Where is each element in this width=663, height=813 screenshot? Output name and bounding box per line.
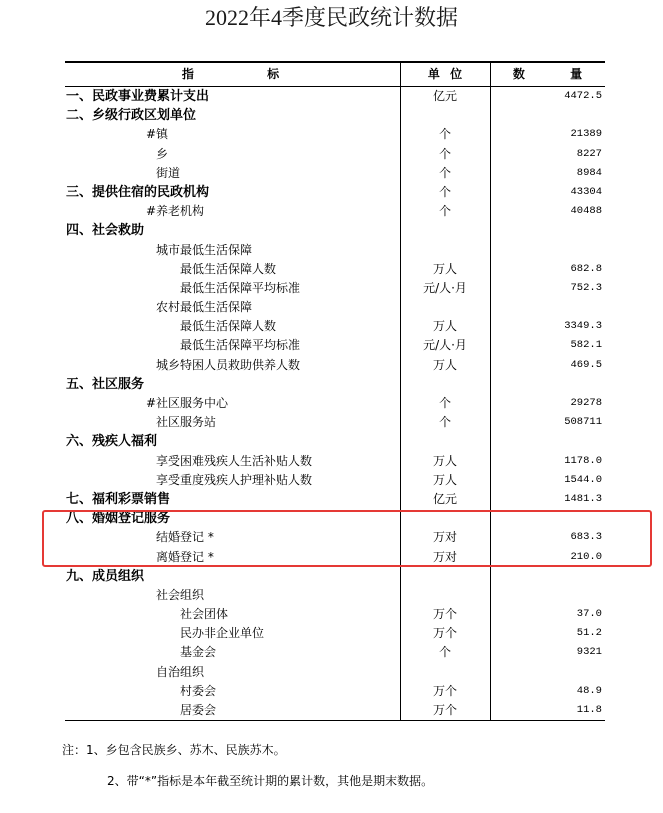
table-row bbox=[65, 586, 605, 605]
unit-cell: 万个 bbox=[432, 607, 457, 622]
section-row bbox=[65, 221, 605, 240]
indicator-label: 民办非企业单位 bbox=[180, 626, 265, 641]
table-row bbox=[65, 528, 605, 547]
unit-cell: 个 bbox=[438, 146, 451, 161]
value-cell: 752.3 bbox=[570, 281, 602, 294]
value-cell: 1544.0 bbox=[564, 473, 602, 486]
unit-cell: 万个 bbox=[432, 626, 457, 641]
value-cell: 4472.5 bbox=[564, 90, 602, 102]
value-cell: 8984 bbox=[576, 166, 602, 179]
indicator-label: 城市最低生活保障 bbox=[156, 242, 253, 257]
indicator-label: 最低生活保障人数 bbox=[180, 319, 277, 334]
section-label: 四、社会救助 bbox=[66, 223, 145, 239]
unit-cell: 亿元 bbox=[432, 491, 457, 506]
indicator-label: 自治组织 bbox=[156, 664, 205, 679]
indicator-label: 社会团体 bbox=[180, 607, 229, 622]
unit-cell: 个 bbox=[438, 415, 451, 430]
table-row bbox=[65, 164, 605, 183]
unit-cell: 万人 bbox=[432, 472, 457, 487]
indicator-label: 乡 bbox=[156, 146, 169, 161]
value-cell: 1178.0 bbox=[564, 454, 602, 467]
unit-cell: 个 bbox=[438, 204, 451, 219]
unit-cell: 万对 bbox=[432, 530, 457, 545]
unit-cell: 个 bbox=[438, 127, 451, 142]
unit-cell: 万人 bbox=[432, 357, 457, 372]
table-row bbox=[65, 663, 605, 682]
indicator-label: 城乡特困人员救助供养人数 bbox=[156, 357, 301, 372]
section-label: 三、提供住宿的民政机构 bbox=[66, 184, 210, 200]
table-row bbox=[65, 643, 605, 662]
indicator-label: 村委会 bbox=[180, 683, 217, 698]
table-row bbox=[65, 279, 605, 298]
table-row bbox=[65, 394, 605, 413]
unit-cell: 万人 bbox=[432, 319, 457, 334]
column-header-indicator: 指 标 bbox=[181, 67, 280, 81]
column-divider bbox=[490, 63, 491, 720]
page-title: 2022年4季度民政统计数据 bbox=[204, 5, 458, 30]
indicator-label: 社会组织 bbox=[156, 587, 205, 602]
table-row bbox=[65, 241, 605, 260]
section-label: 五、社区服务 bbox=[66, 376, 145, 392]
section-row bbox=[65, 375, 605, 394]
stats-table bbox=[65, 61, 605, 721]
section-label: 八、婚姻登记服务 bbox=[66, 511, 171, 527]
indicator-label: 最低生活保障平均标准 bbox=[180, 280, 301, 295]
value-cell: 37.0 bbox=[576, 608, 602, 621]
value-cell: 48.9 bbox=[576, 684, 602, 697]
table-body bbox=[65, 87, 605, 720]
table-row bbox=[65, 317, 605, 336]
value-cell: 683.3 bbox=[570, 531, 602, 544]
unit-cell: 元/人·月 bbox=[423, 338, 467, 353]
value-cell: 43304 bbox=[570, 185, 602, 198]
value-cell: 11.8 bbox=[576, 704, 602, 716]
section-label: 一、民政事业费累计支出 bbox=[66, 89, 210, 104]
section-label: 二、乡级行政区划单位 bbox=[66, 108, 197, 124]
indicator-label: 社区服务站 bbox=[156, 415, 217, 430]
footnote: 2、带“*”指标是本年截至统计期的累计数，其他是期末数据。 bbox=[107, 774, 434, 788]
table-row bbox=[65, 452, 605, 471]
column-divider bbox=[400, 63, 401, 720]
indicator-label: 享受重度残疾人护理补贴人数 bbox=[156, 472, 313, 487]
table-row bbox=[65, 356, 605, 375]
section-label: 六、残疾人福利 bbox=[66, 434, 158, 450]
value-cell: 40488 bbox=[570, 205, 602, 218]
value-cell: 9321 bbox=[576, 646, 602, 659]
indicator-label: 居委会 bbox=[180, 703, 217, 717]
unit-cell: 万人 bbox=[432, 453, 457, 468]
table-row bbox=[65, 624, 605, 643]
unit-cell: 个 bbox=[438, 396, 451, 410]
indicator-label: 最低生活保障人数 bbox=[180, 261, 277, 276]
value-cell: 682.8 bbox=[570, 262, 602, 275]
section-label: 七、福利彩票销售 bbox=[66, 491, 171, 507]
indicator-label: #养老机构 bbox=[146, 204, 205, 219]
table-header bbox=[65, 63, 605, 87]
section-label: 九、成员组织 bbox=[66, 568, 145, 584]
value-cell: 508711 bbox=[564, 416, 602, 429]
table-row bbox=[65, 336, 605, 355]
table-row bbox=[65, 413, 605, 432]
section-row bbox=[65, 509, 605, 528]
unit-cell: 元/人·月 bbox=[423, 280, 467, 295]
unit-cell: 亿元 bbox=[432, 89, 457, 103]
value-cell: 29278 bbox=[570, 397, 602, 409]
indicator-label: 街道 bbox=[156, 165, 181, 180]
indicator-label: 享受困难残疾人生活补贴人数 bbox=[156, 453, 313, 468]
value-cell: 1481.3 bbox=[564, 492, 602, 505]
table-row bbox=[65, 701, 605, 720]
indicator-label: 结婚登记 * bbox=[156, 530, 214, 545]
table-row bbox=[65, 202, 605, 221]
unit-cell: 个 bbox=[438, 645, 451, 660]
unit-cell: 万对 bbox=[432, 549, 457, 564]
unit-cell: 个 bbox=[438, 184, 451, 199]
table-row bbox=[65, 298, 605, 317]
indicator-label: 最低生活保障平均标准 bbox=[180, 338, 301, 353]
indicator-label: #社区服务中心 bbox=[146, 396, 229, 410]
section-row bbox=[65, 106, 605, 125]
section-row bbox=[65, 490, 605, 509]
table-row bbox=[65, 145, 605, 164]
indicator-label: 基金会 bbox=[180, 645, 217, 660]
value-cell: 8227 bbox=[576, 147, 602, 160]
section-row bbox=[65, 183, 605, 202]
table-row bbox=[65, 548, 605, 567]
table-row bbox=[65, 125, 605, 144]
indicator-label: #镇 bbox=[146, 127, 169, 142]
section-row bbox=[65, 432, 605, 451]
section-row bbox=[65, 567, 605, 586]
table-row bbox=[65, 682, 605, 701]
section-row bbox=[65, 87, 605, 106]
unit-cell: 万个 bbox=[432, 703, 457, 717]
table-row bbox=[65, 605, 605, 624]
indicator-label: 离婚登记 * bbox=[156, 549, 214, 564]
value-cell: 210.0 bbox=[570, 550, 602, 563]
unit-cell: 个 bbox=[438, 165, 451, 180]
footnote: 注：1、乡包含民族乡、苏木、民族苏木。 bbox=[62, 743, 286, 757]
indicator-label: 农村最低生活保障 bbox=[156, 300, 253, 315]
column-header-unit: 单 位 bbox=[427, 67, 463, 81]
table-row bbox=[65, 471, 605, 490]
column-header-quantity: 数 量 bbox=[512, 67, 583, 81]
table-row bbox=[65, 260, 605, 279]
value-cell: 469.5 bbox=[570, 358, 602, 371]
unit-cell: 万个 bbox=[432, 683, 457, 698]
value-cell: 51.2 bbox=[576, 627, 602, 640]
value-cell: 3349.3 bbox=[564, 320, 602, 333]
value-cell: 21389 bbox=[570, 128, 602, 141]
unit-cell: 万人 bbox=[432, 261, 457, 276]
value-cell: 582.1 bbox=[570, 339, 602, 352]
